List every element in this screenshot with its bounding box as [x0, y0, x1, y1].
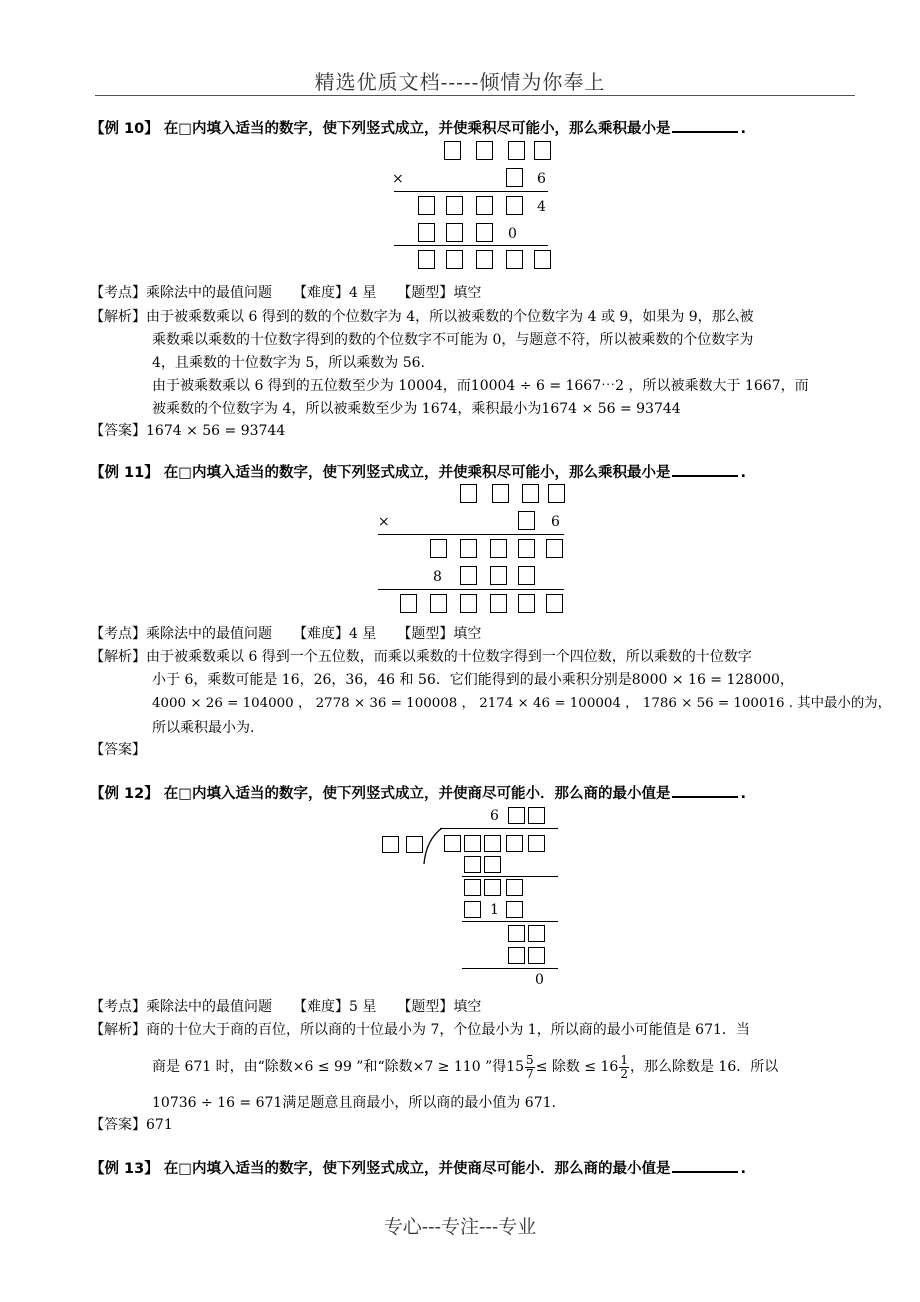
digit-box — [400, 594, 417, 613]
digit-box — [484, 879, 501, 896]
digit-box — [528, 925, 545, 942]
digit-box — [508, 925, 525, 942]
digit-box — [444, 835, 461, 852]
digit-box — [446, 196, 463, 215]
digit-box — [460, 484, 477, 503]
digit-box — [546, 594, 563, 613]
digit-box — [444, 141, 461, 160]
ex11-answer: 【答案】 — [90, 742, 146, 758]
digit-box — [460, 539, 477, 558]
digit-box — [430, 539, 447, 558]
ex12-jiexi-line: 10736 ÷ 16 = 671满足题意且商最小，所以商的最小值为 671. — [152, 1095, 556, 1111]
ex12-question: 【例 12】 在□内填入适当的数字，使下列竖式成立，并使商尽可能小．那么商的最小值是 . — [90, 782, 746, 803]
ex10-jiexi-line: 被乘数的个位数字为 4，所以被乘数至少为 1674，乘积最小为1674 × 56 = 93744 — [152, 401, 681, 417]
ex10-jiexi-line: 由于被乘数乘以 6 得到的五位数至少为 10004，而10004 ÷ 6 = 1667⋯2 ，所以被乘数大于 1667，而 — [152, 378, 809, 394]
digit-box — [492, 484, 509, 503]
digit-box — [418, 196, 435, 215]
times-sign: × — [378, 514, 390, 530]
ex10-kaodian: 【考点】乘除法中的最值问题 【难度】4 星 【题型】填空 — [90, 285, 482, 301]
digit: 8 — [433, 569, 442, 585]
ex12-long-division — [378, 804, 568, 989]
ex12-jiexi-line — [152, 1045, 778, 1089]
answer-blank — [672, 1157, 738, 1173]
times-sign: × — [392, 171, 404, 187]
digit-box — [518, 566, 535, 585]
digit-box — [476, 141, 493, 160]
digit-box — [464, 835, 481, 852]
rule — [378, 589, 564, 590]
digit-box — [546, 539, 563, 558]
digit-box — [522, 484, 539, 503]
digit-box — [508, 141, 525, 160]
digit-box — [460, 594, 477, 613]
ex11-multiplication — [372, 480, 572, 620]
answer-blank — [672, 461, 738, 477]
digit-box — [418, 250, 435, 269]
ex12-kaodian: 【考点】乘除法中的最值问题 【难度】5 星 【题型】填空 — [90, 999, 482, 1015]
digit-box — [528, 807, 545, 824]
ex11-jiexi-line: 所以乘积最小为. — [152, 720, 255, 736]
answer-blank — [672, 117, 738, 133]
digit-box — [508, 947, 525, 964]
ex10-answer: 【答案】1674 × 56 = 93744 — [90, 423, 286, 439]
digit-box — [548, 484, 565, 503]
digit-box — [476, 196, 493, 215]
ex10-jiexi-line: 乘数乘以乘数的十位数字得到的数的个位数字不可能为 0，与题意不符，所以被乘数的个位数字为 — [152, 332, 754, 348]
ex10-jiexi-line: 4，且乘数的十位数字为 5，所以乘数为 56. — [152, 355, 425, 371]
digit: 6 — [537, 171, 546, 187]
digit-box — [518, 539, 535, 558]
digit-box — [506, 879, 523, 896]
digit-box — [490, 539, 507, 558]
text: ≤ 除数 ≤ 16 — [535, 1059, 619, 1075]
rule — [462, 876, 558, 877]
digit-box — [534, 250, 551, 269]
digit-box — [490, 566, 507, 585]
ex11-jiexi-line: 【解析】由于被乘数乘以 6 得到一个五位数，而乘以乘数的十位数字得到一个四位数，所以乘数的十位数字 — [90, 649, 752, 665]
ex12-jiexi-line: 【解析】商的十位大于商的百位，所以商的十位最小为 7，个位最小为 1，所以商的最小可能值是 671．当 — [90, 1022, 750, 1038]
page-header: 精选优质文档-----倾情为你奉上 — [314, 70, 606, 94]
fraction: $\frac{5}{7}$ — [526, 1052, 534, 1081]
ex10-multiplication — [380, 137, 560, 277]
answer-blank — [672, 782, 738, 798]
rule — [462, 921, 558, 922]
ex11-jiexi-line: 小于 6，乘数可能是 16，26，36，46 和 56．它们能得到的最小乘积分别是8000 × 16 = 128000， — [152, 672, 794, 688]
digit-box — [506, 901, 523, 918]
text: 商是 671 时，由“除数×6 ≤ 99 ”和“除数×7 ≥ 110 ”得15 — [152, 1059, 525, 1075]
digit-box — [506, 835, 523, 852]
digit: 6 — [551, 514, 560, 530]
digit-box — [464, 856, 481, 873]
digit-box — [534, 141, 551, 160]
digit-box — [508, 807, 525, 824]
digit-box — [464, 879, 481, 896]
rule — [394, 245, 548, 246]
digit-box — [446, 223, 463, 242]
digit: 4 — [537, 199, 546, 215]
page-footer: 专心---专注---专业 — [383, 1216, 537, 1238]
digit-box — [446, 250, 463, 269]
digit: 1 — [490, 902, 499, 918]
digit: 0 — [535, 972, 544, 988]
fraction: $\frac{1}{2}$ — [620, 1052, 628, 1081]
digit-box — [382, 836, 399, 853]
ex11-question: 【例 11】 在□内填入适当的数字，使下列竖式成立，并使乘积尽可能小，那么乘积最小是 . — [90, 461, 746, 482]
digit-box — [484, 856, 501, 873]
digit-box — [484, 835, 501, 852]
ex10-jiexi-line: 【解析】由于被乘数乘以 6 得到的数的个位数字为 4，所以被乘数的个位数字为 4 或 9，如果为 9，那么被 — [90, 309, 754, 325]
digit-box — [518, 594, 535, 613]
ex13-question: 【例 13】 在□内填入适当的数字，使下列竖式成立，并使商尽可能小．那么商的最小值是 . — [90, 1157, 746, 1178]
rule — [394, 191, 548, 192]
digit-box — [506, 168, 523, 187]
digit-box — [476, 250, 493, 269]
digit-box — [528, 947, 545, 964]
digit: 6 — [490, 808, 499, 824]
digit-box — [464, 901, 481, 918]
digit-box — [418, 223, 435, 242]
rule — [378, 534, 564, 535]
text: ，那么除数是 16．所以 — [629, 1059, 779, 1075]
digit: 0 — [508, 226, 517, 242]
digit-box — [430, 594, 447, 613]
ex12-answer: 【答案】671 — [90, 1117, 173, 1133]
digit-box — [460, 566, 477, 585]
digit-box — [490, 594, 507, 613]
rule — [440, 828, 558, 829]
ex10-question: 【例 10】 在□内填入适当的数字，使下列竖式成立，并使乘积尽可能小，那么乘积最小是 . — [90, 117, 746, 138]
digit-box — [528, 835, 545, 852]
digit-box — [518, 511, 535, 530]
ex11-kaodian: 【考点】乘除法中的最值问题 【难度】4 星 【题型】填空 — [90, 626, 482, 642]
digit-box — [506, 250, 523, 269]
rule — [462, 968, 558, 969]
ex11-jiexi-line: 4000 × 26 = 104000 ， 2778 × 36 = 100008 ， 2174 × 46 = 100004 ， 1786 × 56 = 100016 . 其中最小的为， — [152, 696, 892, 711]
digit-box — [506, 196, 523, 215]
header-rule — [95, 95, 855, 96]
digit-box — [476, 223, 493, 242]
